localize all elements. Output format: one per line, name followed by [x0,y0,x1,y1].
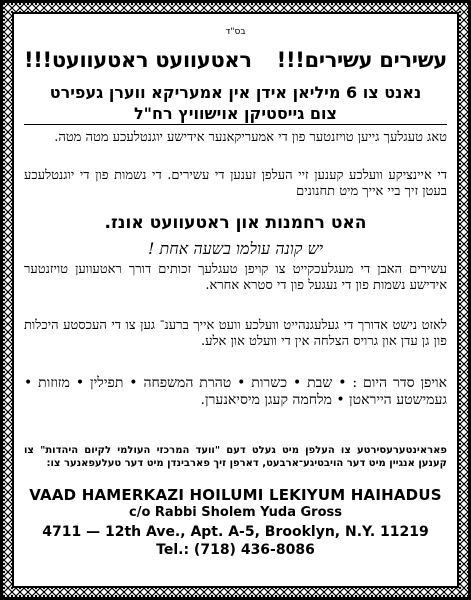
subheadline-line1: נאנט צו 6 מיליאן אידן אין אמעריקא ווערן געפירט [49,83,422,102]
headline-right: עשירים עשירים!!! [276,48,447,72]
subheadline-line2: צום גייסטיקן אוישוויץ רח"ל [134,104,337,123]
divider [24,124,447,125]
agenda-paragraph: אויפן סדר היום : • שבת • כשרות • טהרת המשפחה • תפילין • מזוזות • געמישטע הייראטן • מלחמה קעגן מיסיאנערן. [24,375,447,408]
headline-left: ראטעוועט ראטעוועט!!! [24,48,252,72]
bsd-label: בס"ד [225,27,246,37]
street-address: 4711 — 12th Ave., Apt. A-5, Brooklyn, N.Y. 11219 [42,524,429,540]
paragraph-4: לאזט נישט אדורך די געלעגנהייט וועלכע וועט אייך ברענ־ גען צו די העכסטע היכלות פון גן עדן און גרויס הצלחה אין די וועלט און אלע. [24,318,447,349]
contact-intro: פאראינטערעסירטע צו העלפן מיט געלט דעם "וועד המרכזי העולמי לקיום היהדות" צו קענען אנגיין מיט דער הויבטיגע־ארבעט, דארפן זיך פארבינדן מיט דער טעלעפאנער צו: [24,445,447,469]
ad-content [22,22,449,578]
paragraph-1: טאג טעגלעך גייען טויזנטער פון די אמעריקאנער אידישע יוגנטלעכע מטה מטה. [54,130,447,145]
telephone: Tel.: (718) 436-8086 [156,542,315,558]
care-of-line: c/o Rabbi Sholem Yuda Gross [129,505,342,520]
italic-quote: יש קונה עולמו בשעה אחת ! [147,239,324,258]
organization-name: VAAD HAMERKAZI HOILUMI LEKIYUM HAIHADUS [29,486,442,504]
paragraph-3: עשירים האבן די מעגלעכקייט צו קויפן טעגלעך זכותים דורך ראטעווען טויזנטער אידישע נשמות פון די נעגעל פון די סטרא אחרא. [24,262,447,293]
headline [22,48,449,78]
bold-plea: האט רחמנות און ראטעוועט אונז. [104,213,367,233]
paragraph-2: די איינציקע וועלכע קענען זיי העלפן זענען די עשירים. די נשמות פון די יוגנטלעכע בעטן זיך ביי אייך מיט תחנונים [24,168,447,199]
